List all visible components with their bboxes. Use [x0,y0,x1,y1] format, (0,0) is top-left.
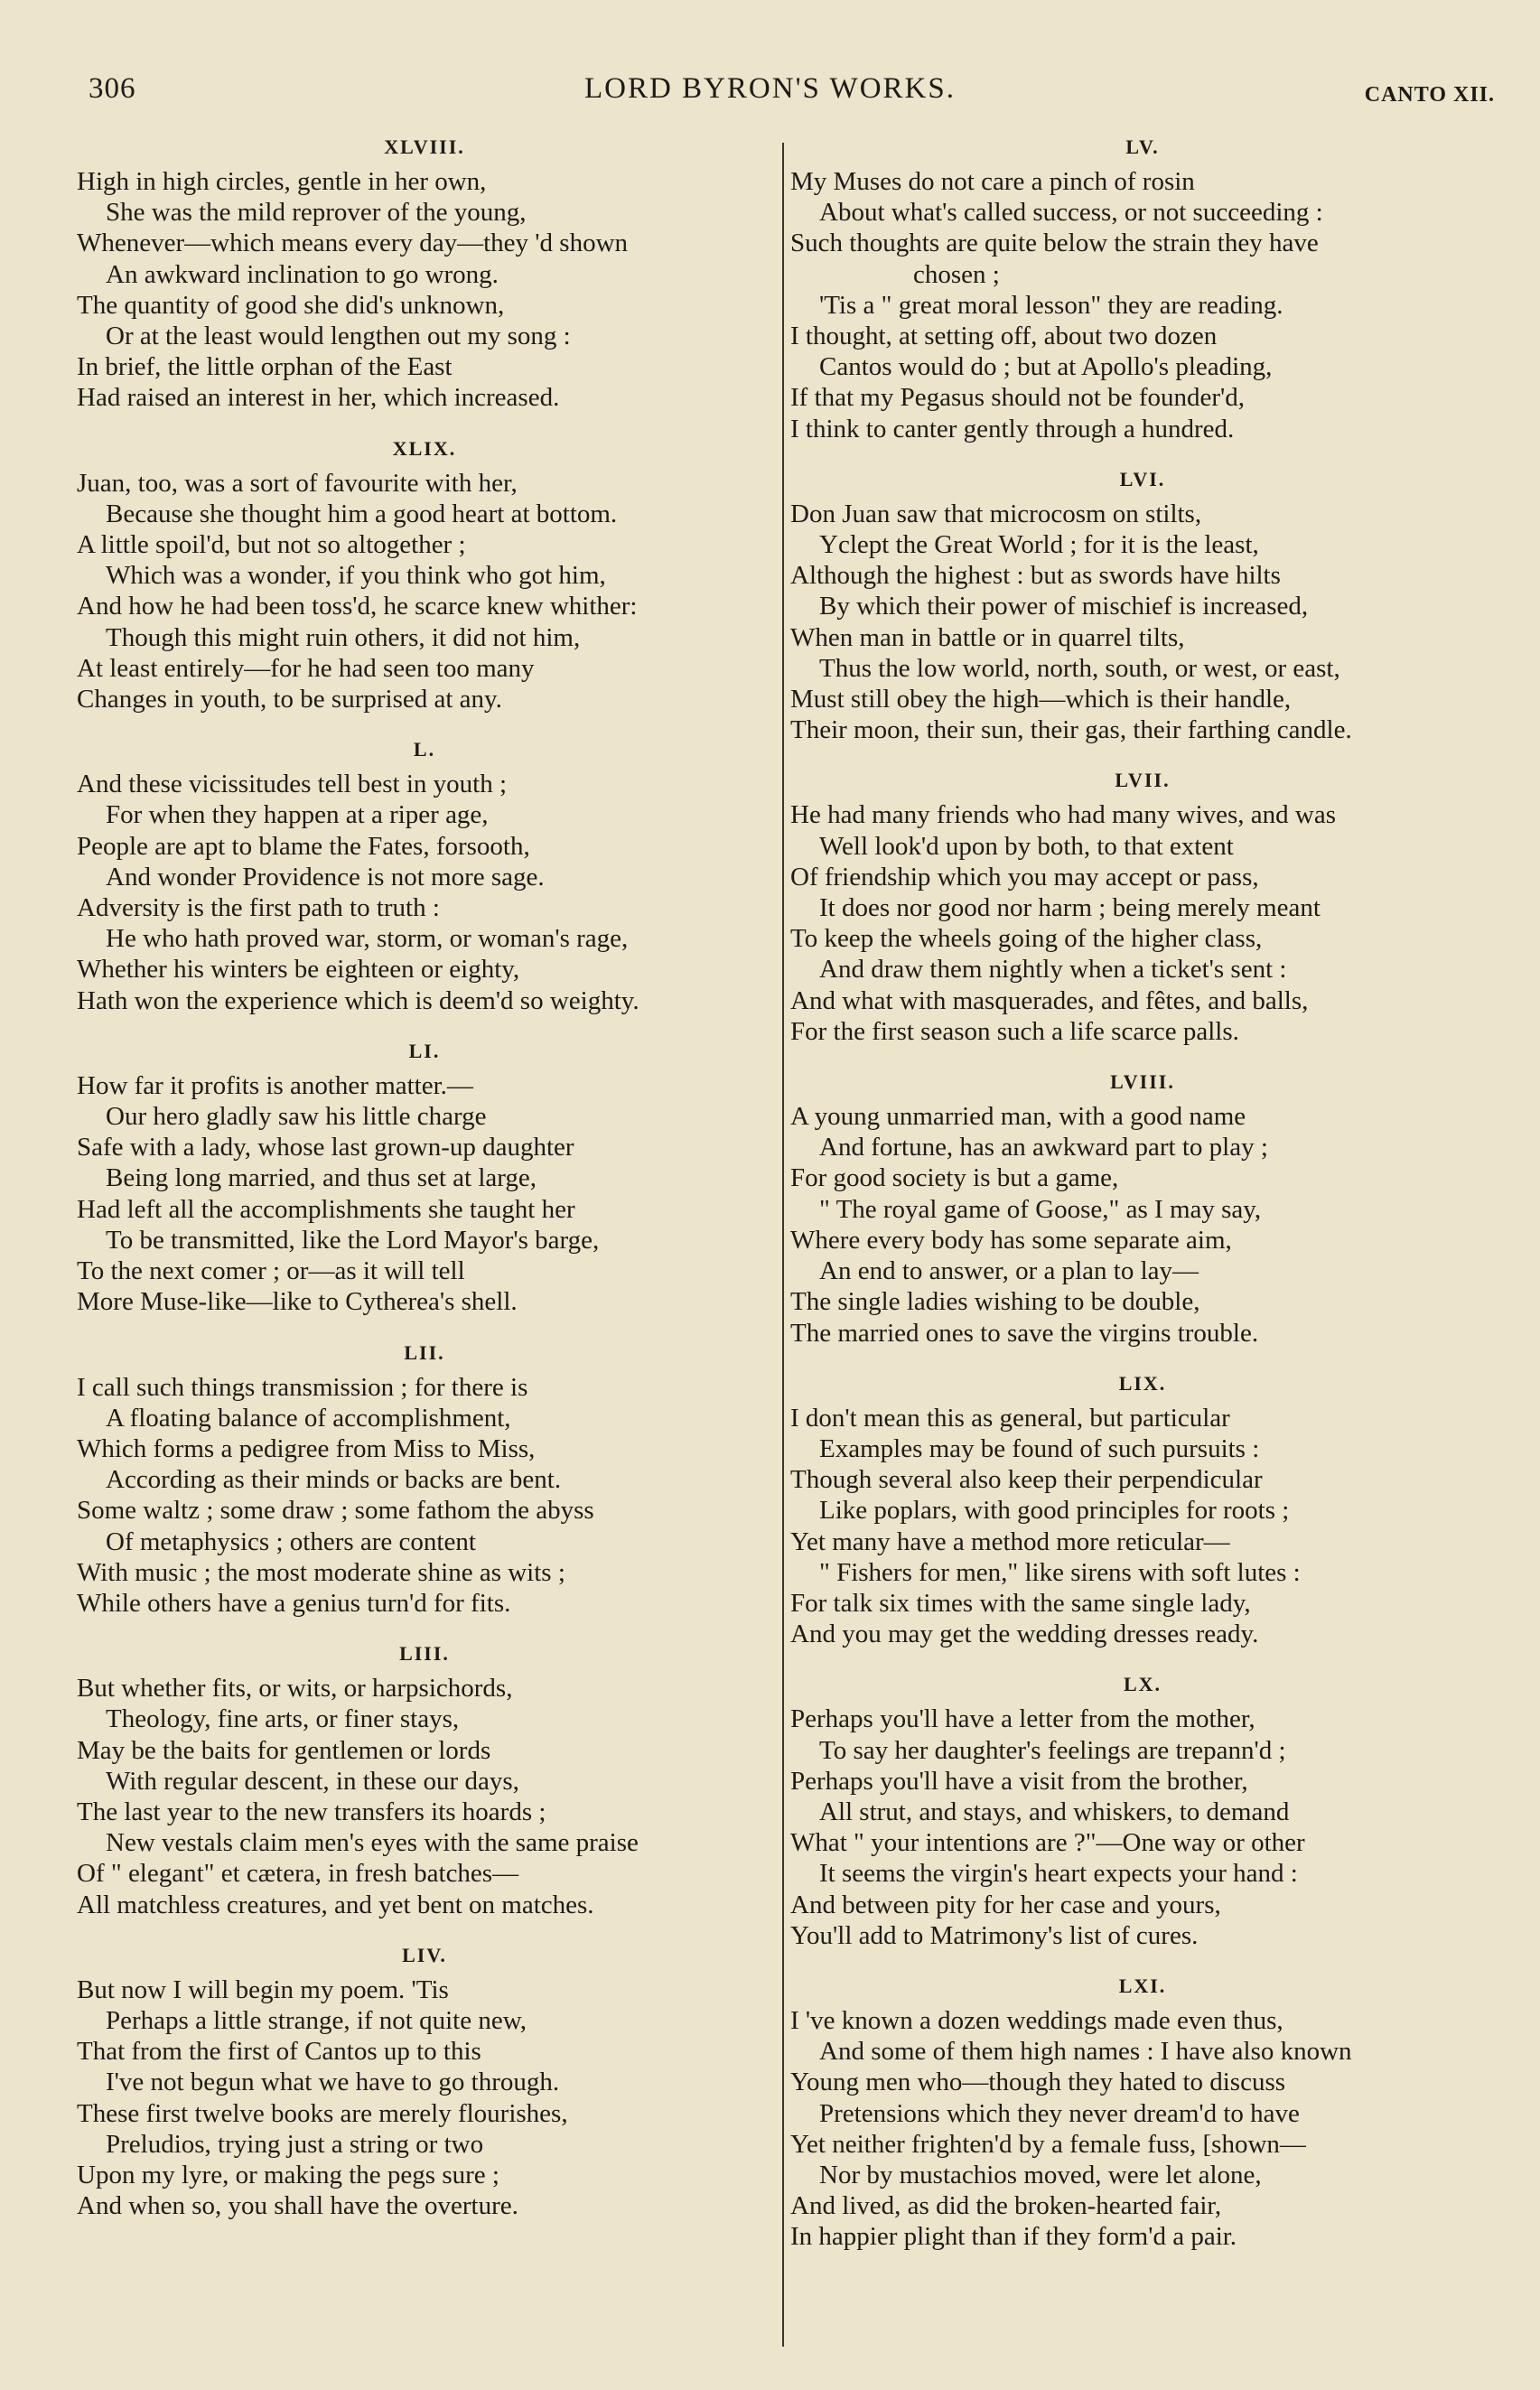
verse-line: Where every body has some separate aim, [790,1225,1232,1255]
stanza-number: LI. [408,1039,441,1062]
page-number: 306 [89,72,136,105]
stanza-number: LIV. [402,1943,447,1966]
verse-line: Must still obey the high—which is their handle, [790,685,1292,714]
verse-line: To the next comer ; or—as it will tell [77,1256,465,1286]
verse-line: High in high circles, gentle in her own, [77,167,487,196]
verse-line: For talk six times with the same single lady, [790,1588,1251,1618]
verse-line: I call such things transmission ; for there is [77,1372,528,1402]
verse-line: And some of them high names : I have also known [819,2037,1352,2067]
stanza-number: LVIII. [1110,1070,1175,1094]
verse-line: Adversity is the first path to truth : [77,893,440,923]
verse-line: I don't mean this as general, but particular [790,1403,1230,1433]
verse-line: Yet many have a method more reticular— [790,1526,1230,1556]
verse-line: Of metaphysics ; others are content [106,1526,476,1556]
verse-line: I've not begun what we have to go through. [106,2068,560,2097]
verse-line: And when so, you shall have the overture. [77,2191,518,2221]
verse-line: " Fishers for men," like sirens with soft lutes : [819,1557,1301,1587]
verse-line: And how he had been toss'd, he scarce knew whither: [77,592,638,621]
stanza-number: LX. [1123,1673,1162,1696]
verse-line: It does nor good nor harm ; being merely meant [819,893,1321,923]
stanza-number: LVI. [1119,467,1166,490]
verse-line: Young men who—though they hated to discuss [790,2068,1286,2097]
verse-line: You'll add to Matrimony's list of cures. [790,1920,1199,1950]
stanza [77,437,772,715]
verse-line: chosen ; [913,259,1000,289]
verse-line: Some waltz ; some draw ; some fathom the abyss [77,1496,594,1526]
verse-line: Thus the low world, north, south, or west, or east, [819,653,1340,683]
stanza [790,468,1495,746]
verse-line: In happier plight than if they form'd a pair. [790,2222,1237,2252]
verse-line: All matchless creatures, and yet bent on matches. [77,1890,594,1919]
verse-line: She was the mild reprover of the young, [106,198,527,228]
verse-line: Or at the least would lengthen out my song : [106,322,571,351]
verse-line: Though several also keep their perpendicular [790,1465,1263,1495]
verse-line: To keep the wheels going of the higher class, [790,924,1263,954]
verse-line: He had many friends who had many wives, and was [790,800,1337,830]
verse-line: Though this might ruin others, it did not him, [106,622,581,652]
verse-line: An end to answer, or a plan to lay— [819,1256,1199,1286]
verse-line: Yet neither frighten'd by a female fuss, [shown— [790,2129,1306,2159]
verse-line: Like poplars, with good principles for roots ; [819,1496,1290,1526]
verse-line: Although the highest : but as swords have hilts [790,561,1281,591]
verse-line: At least entirely—for he had seen too many [77,653,535,683]
verse-line: For good society is but a game, [790,1163,1119,1193]
verse-line: To say her daughter's feelings are trepann'd ; [819,1735,1286,1765]
stanza-number: LIX. [1118,1371,1167,1395]
verse-line: Changes in youth, to be surprised at any. [77,685,502,714]
verse-line: Their moon, their sun, their gas, their farthing candle. [790,715,1352,745]
verse-line: Being long married, and thus set at large, [106,1163,537,1193]
stanza [790,1070,1495,1349]
verse-line: Perhaps a little strange, if not quite new, [106,2005,527,2035]
verse-line: And these vicissitudes tell best in youth ; [77,770,508,799]
column-divider [782,143,784,2347]
stanza [77,1040,772,1318]
verse-line: Safe with a lady, whose last grown-up daughter [77,1133,574,1162]
verse-line: A young unmarried man, with a good name [790,1102,1246,1132]
running-header [0,63,1540,117]
verse-line: Which forms a pedigree from Miss to Miss, [77,1433,536,1463]
stanza-number: LXI. [1118,1974,1167,1997]
verse-line: And wonder Providence is not more sage. [106,862,545,892]
verse-line: That from the first of Cantos up to this [77,2037,481,2067]
verse-line: Of " elegant" et cætera, in fresh batches— [77,1859,519,1889]
verse-line: According as their minds or backs are bent. [106,1465,562,1495]
verse-line: Pretensions which they never dream'd to have [819,2098,1300,2128]
stanza [790,769,1495,1047]
verse-line: Well look'd upon by both, to that extent [819,831,1234,861]
verse-line: By which their power of mischief is increased, [819,592,1309,621]
verse-line: Theology, fine arts, or finer stays, [106,1704,460,1734]
verse-line: When man in battle or in quarrel tilts, [790,622,1185,652]
verse-line: Had raised an interest in her, which increased. [77,383,560,413]
verse-line: I thought, at setting off, about two dozen [790,322,1218,351]
verse-line: Don Juan saw that microcosm on stilts, [790,499,1202,528]
verse-line: An awkward inclination to go wrong. [106,259,499,289]
stanza [77,1642,772,1920]
verse-line: Preludios, trying just a string or two [106,2129,484,2159]
verse-line: And between pity for her case and yours, [790,1890,1221,1919]
verse-line: 'Tis a " great moral lesson" they are reading. [819,290,1283,320]
verse-line: And what with masquerades, and fêtes, and balls, [790,985,1309,1015]
stanza [77,738,772,1016]
stanza-number: XLVIII. [384,135,465,158]
verse-line: The married ones to save the virgins trouble. [790,1318,1259,1348]
verse-line: For the first season such a life scarce palls. [790,1016,1239,1046]
verse-line: Because she thought him a good heart at bottom. [106,499,618,528]
verse-line: And lived, as did the broken-hearted fair, [790,2191,1222,2221]
verse-line: I think to canter gently through a hundred. [790,414,1235,443]
canto-label: CANTO XII. [1364,83,1495,107]
verse-line: More Muse-like—like to Cytherea's shell. [77,1287,518,1317]
verse-line: The quantity of good she did's unknown, [77,290,505,320]
verse-line: With regular descent, in these our days, [106,1766,519,1796]
verse-line: But whether fits, or wits, or harpsichords, [77,1674,513,1704]
stanza-number: LV. [1125,135,1160,158]
verse-line: Whenever—which means every day—they 'd shown [77,229,629,258]
verse-line: How far it profits is another matter.— [77,1070,473,1100]
verse-line: Hath won the experience which is deem'd so weighty. [77,985,639,1015]
verse-line: These first twelve books are merely flourishes, [77,2098,568,2128]
running-title: LORD BYRON'S WORKS. [584,72,956,105]
verse-line: While others have a genius turn'd for fits. [77,1588,511,1618]
verse-line: Examples may be found of such pursuits : [819,1433,1260,1463]
verse-line: New vestals claim men's eyes with the same praise [106,1828,639,1858]
stanza [790,1372,1495,1650]
stanza [790,1975,1495,2253]
verse-line: Our hero gladly saw his little charge [106,1102,487,1132]
verse-line: And you may get the wedding dresses ready. [790,1620,1259,1649]
verse-line: Cantos would do ; but at Apollo's pleading, [819,352,1273,382]
verse-line: If that my Pegasus should not be founder'd, [790,383,1245,413]
verse-line: It seems the virgin's heart expects your hand : [819,1859,1298,1889]
verse-line: People are apt to blame the Fates, forsooth, [77,831,530,861]
left-column [77,135,772,2245]
verse-line: And fortune, has an awkward part to play ; [819,1133,1268,1162]
verse-line: Whether his winters be eighteen or eighty, [77,955,520,985]
verse-line: " The royal game of Goose," as I may say, [819,1194,1262,1224]
verse-line: For when they happen at a riper age, [106,800,489,830]
stanza-number: LIII. [399,1642,450,1666]
verse-line: But now I will begin my poem. 'Tis [77,1975,449,2004]
verse-line: Juan, too, was a sort of favourite with her, [77,468,518,498]
verse-line: Yclept the Great World ; for it is the least, [819,530,1259,560]
verse-line: Upon my lyre, or making the pegs sure ; [77,2160,499,2189]
stanza [77,1944,772,2222]
verse-line: Of friendship which you may accept or pass, [790,862,1259,892]
verse-line: May be the baits for gentlemen or lords [77,1735,491,1765]
verse-line: Perhaps you'll have a letter from the mother, [790,1704,1255,1734]
right-column [790,135,1495,2276]
verse-line: I 've known a dozen weddings made even thus, [790,2005,1283,2035]
stanza-number: L. [413,738,436,761]
stanza-number: LVII. [1115,769,1171,792]
verse-line: A little spoil'd, but not so altogether ; [77,530,466,560]
verse-line: All strut, and stays, and whiskers, to demand [819,1797,1290,1826]
stanza [77,135,772,414]
stanza-number: XLIX. [392,436,457,460]
verse-line: Had left all the accomplishments she taught her [77,1194,575,1224]
verse-line: Perhaps you'll have a visit from the brother, [790,1766,1248,1796]
verse-line: A floating balance of accomplishment, [106,1403,511,1433]
stanza-number: LII. [404,1340,445,1364]
verse-line: About what's called success, or not succeeding : [819,198,1323,228]
stanza [790,135,1495,444]
verse-line: With music ; the most moderate shine as wits ; [77,1557,565,1587]
verse-line: He who hath proved war, storm, or woman's rage, [106,924,629,954]
verse-line: Which was a wonder, if you think who got him, [106,561,606,591]
verse-line: What " your intentions are ?"—One way or other [790,1828,1305,1858]
stanza [790,1673,1495,1951]
verse-line: The last year to the new transfers its hoards ; [77,1797,546,1826]
verse-line: My Muses do not care a pinch of rosin [790,167,1195,196]
verse-line: In brief, the little orphan of the East [77,352,453,382]
verse-line: And draw them nightly when a ticket's sent : [819,955,1287,985]
stanza [77,1341,772,1620]
verse-line: Nor by mustachios moved, were let alone, [819,2160,1262,2189]
verse-line: The single ladies wishing to be double, [790,1287,1200,1317]
verse-line: Such thoughts are quite below the strain they have [790,229,1319,258]
verse-line: To be transmitted, like the Lord Mayor's barge, [106,1225,600,1255]
